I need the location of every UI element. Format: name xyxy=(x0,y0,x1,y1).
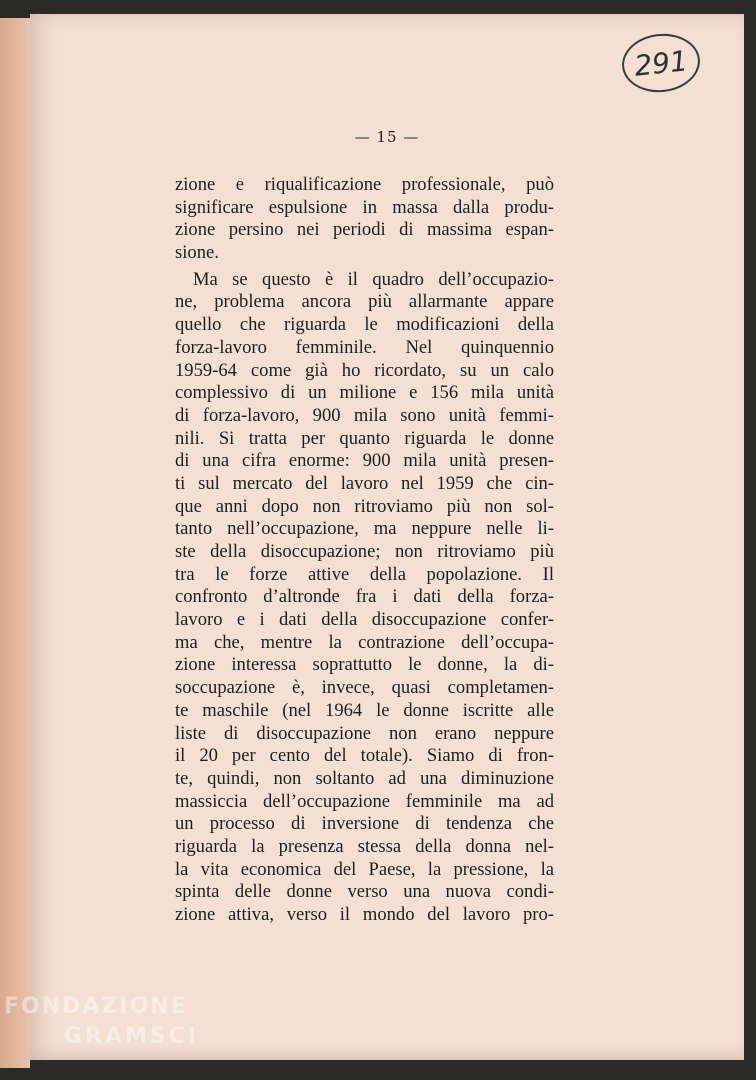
document-page xyxy=(30,14,744,1060)
text-line: te, quindi, non soltanto ad una diminuzione xyxy=(175,767,554,789)
text-line: Ma se questo è il quadro dell’occupazio- xyxy=(193,268,554,290)
facing-page-edge xyxy=(0,18,30,1068)
text-line: il 20 per cento del totale). Siamo di fron- xyxy=(175,745,554,767)
text-line: lavoro e i dati della disoccupazione confer- xyxy=(175,609,554,631)
archive-page-number-stamp: 291 xyxy=(619,30,703,96)
text-line: tanto nell’occupazione, ma neppure nelle li- xyxy=(175,518,554,540)
text-line: significare espulsione in massa dalla produ- xyxy=(175,196,554,218)
text-line: di forza-lavoro, 900 mila sono unità femmi- xyxy=(175,404,554,426)
watermark-line-2: GRAMSCI xyxy=(64,1024,200,1049)
text-line: un processo di inversione di tendenza che xyxy=(175,813,554,835)
text-line: te maschile (nel 1964 le donne iscritte alle xyxy=(175,699,554,721)
text-line: soccupazione è, invece, quasi completamen- xyxy=(175,677,554,699)
text-line: ste della disoccupazione; non ritroviamo più xyxy=(175,541,554,562)
text-line: zione interessa soprattutto le donne, la di- xyxy=(175,654,554,676)
text-line: zione e riqualificazione professionale, può xyxy=(175,174,554,195)
text-line: liste di disoccupazione non erano neppure xyxy=(175,722,554,744)
text-line: la vita economica del Paese, la pressione, la xyxy=(175,858,554,880)
text-line: zione persino nei periodi di massima espan- xyxy=(175,219,554,241)
watermark-line-1: FONDAZIONE xyxy=(4,994,188,1019)
text-line: ma che, mentre la contrazione dell’occupa- xyxy=(175,631,554,653)
text-line: riguarda la presenza stessa della donna nel- xyxy=(175,835,554,857)
text-line: forza-lavoro femminile. Nel quinquennio xyxy=(175,336,554,358)
text-line: ne, problema ancora più allarmante appare xyxy=(175,291,554,313)
text-line: massiccia dell’occupazione femminile ma ad xyxy=(175,790,554,812)
text-line: ti sul mercato del lavoro nel 1959 che cin- xyxy=(175,472,554,494)
text-line: tra le forze attive della popolazione. Il xyxy=(175,563,554,585)
text-line: spinta delle donne verso una nuova condi- xyxy=(175,881,554,903)
text-line: sione. xyxy=(175,242,219,264)
text-line: que anni dopo non ritroviamo più non sol- xyxy=(175,495,554,517)
text-line: di una cifra enorme: 900 mila unità presen- xyxy=(175,450,554,472)
text-line: quello che riguarda le modificazioni della xyxy=(175,314,554,336)
text-line: confronto d’altronde fra i dati della forza- xyxy=(175,586,554,608)
page-number: — 15 — xyxy=(354,128,420,146)
text-line: 1959-64 come già ho ricordato, su un calo xyxy=(175,359,554,381)
text-line: zione attiva, verso il mondo del lavoro pro- xyxy=(175,904,554,925)
text-line: complessivo di un milione e 156 mila unità xyxy=(175,382,554,404)
text-line: nili. Si tratta per quanto riguarda le donne xyxy=(175,427,554,449)
archive-watermark xyxy=(4,990,204,1070)
body-text xyxy=(175,174,554,927)
